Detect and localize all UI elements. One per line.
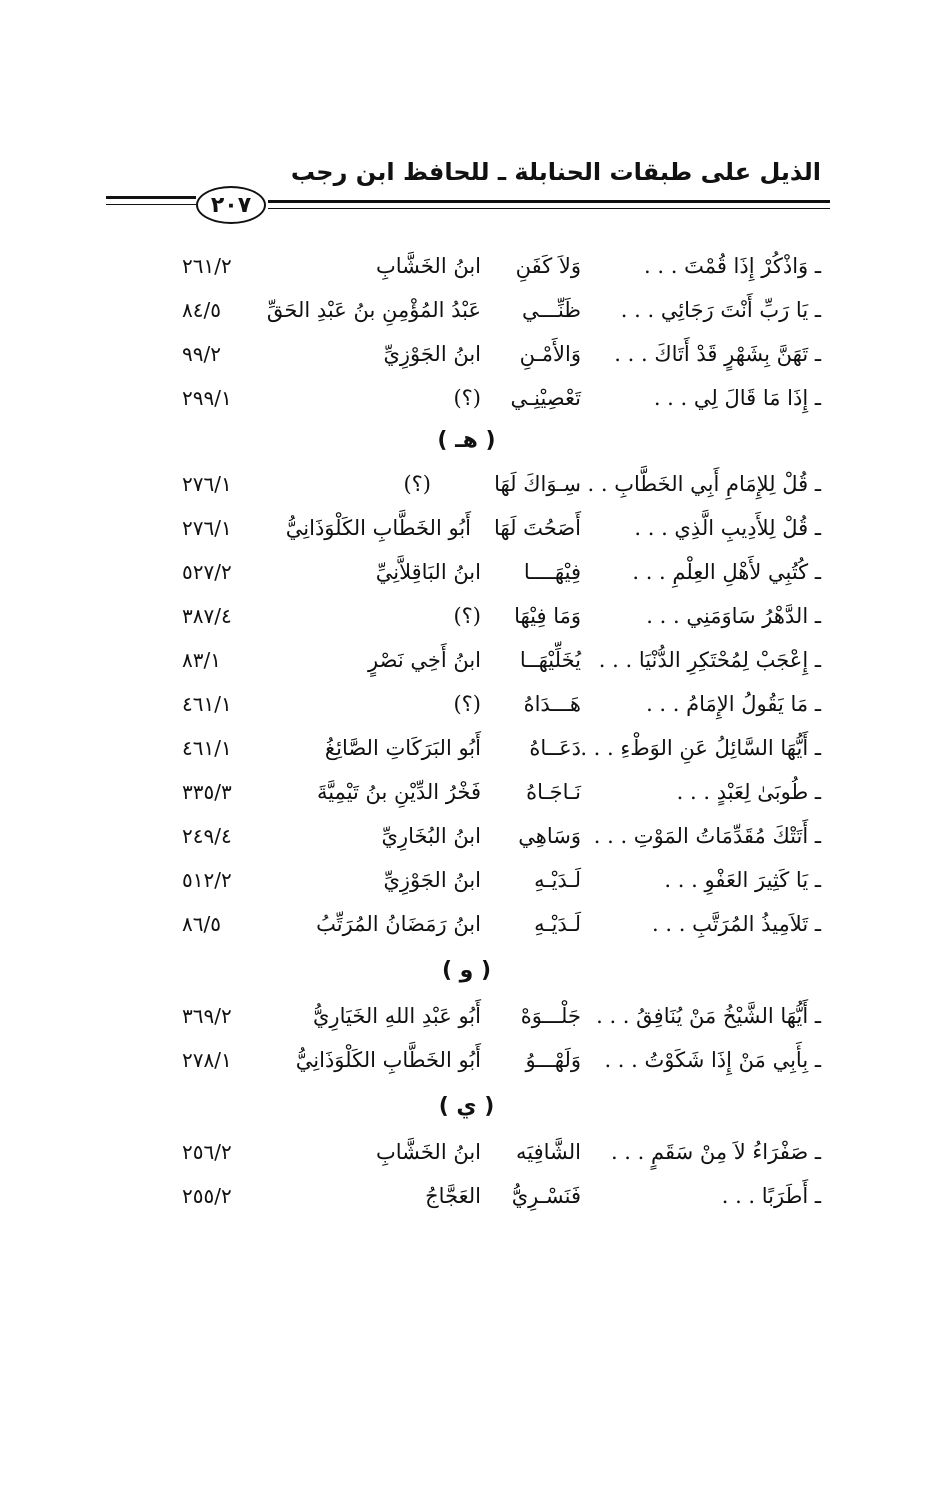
- section-heading: ( و ): [441, 958, 492, 983]
- verse-opening: ـ إِذَا مَا قَالَ لِي . . .: [653, 386, 821, 410]
- poet-name: ابنُ البُخَارِيِّ: [381, 824, 481, 848]
- poet-name: أَبُو الخَطَّابِ الكَلْوَذَانِيُّ: [285, 516, 471, 540]
- volume-page-ref: ٣٨٧/٤: [182, 604, 232, 628]
- verse-opening: ـ تَلاَمِيذُ المُرَتَّبِ . . .: [652, 912, 821, 936]
- verse-opening: ـ إِعْجَبْ لِمُحْتَكِرِ الدُّنْيَا . . .: [598, 648, 821, 672]
- verse-opening: ـ كُتُبِي لأَهْلِ العِلْمِ . . .: [632, 560, 821, 584]
- volume-page-ref: ٨٤/٥: [182, 298, 221, 322]
- verse-opening: ـ طُوبَىٰ لِعَبْدٍ . . .: [676, 780, 821, 804]
- verse-rhyme: نَـاجَـاهُ: [526, 780, 581, 804]
- volume-page-ref: ٢٥٥/٢: [182, 1184, 232, 1208]
- verse-opening: ـ قُلْ لِلأَدِيبِ الَّذِي . . .: [634, 516, 821, 540]
- header-rule-left: [106, 196, 196, 199]
- poet-name: (؟): [403, 472, 431, 496]
- table-row: [0, 692, 933, 732]
- table-row: [0, 912, 933, 952]
- verse-opening: ـ مَا يَقُولُ الإِمَامُ . . .: [646, 692, 821, 716]
- poet-name: ابنُ الخَشَّابِ: [375, 1140, 481, 1164]
- poet-name: ابنُ البَاقِلاَّنِيِّ: [375, 560, 481, 584]
- verse-rhyme: أَصَحُتَ لَهَا: [494, 516, 581, 540]
- table-row: [0, 604, 933, 644]
- verse-opening: ـ أَيُّهَا السَّائِلُ عَنِ الوَطْءِ . . .: [580, 736, 821, 760]
- verse-rhyme: وَمَا فِيْهَا: [514, 604, 581, 628]
- section-heading: ( ي ): [438, 1094, 495, 1119]
- page-number: ٢٠٧: [196, 186, 266, 224]
- table-row: [0, 780, 933, 820]
- poet-name: ابنُ أَخِي نَصْرٍ: [368, 648, 481, 672]
- table-row: [0, 516, 933, 556]
- poet-name: (؟): [453, 692, 481, 716]
- poet-name: أَبُو عَبْدِ اللهِ الخَيَارِيُّ: [313, 1004, 481, 1028]
- verse-opening: ـ قُلْ لِلإِمَامِ أَبِي الخَطَّابِ . . .: [574, 472, 821, 496]
- table-row: [0, 342, 933, 382]
- poet-name: عَبْدُ المُؤْمِنِ بنُ عَبْدِ الحَقِّ: [266, 298, 481, 322]
- volume-page-ref: ٢٧٦/١: [182, 516, 232, 540]
- volume-page-ref: ٢٩٩/١: [182, 386, 232, 410]
- table-row: [0, 1140, 933, 1180]
- verse-rhyme: ظَنِّـــي: [521, 298, 581, 322]
- verse-rhyme: سِـوَاكَ لَهَا: [494, 472, 581, 496]
- verse-rhyme: الشَّافِيَه: [516, 1140, 581, 1164]
- table-row: [0, 560, 933, 600]
- table-row: [0, 1004, 933, 1044]
- verse-rhyme: فَنَسْـرِيُّ: [511, 1184, 581, 1208]
- volume-page-ref: ٢٤٩/٤: [182, 824, 232, 848]
- poet-name: ابنُ الجَوْزِيِّ: [383, 342, 481, 366]
- volume-page-ref: ٣٦٩/٢: [182, 1004, 232, 1028]
- poet-name: أَبُو البَرَكَاتِ الصَّائِغُ: [324, 736, 481, 760]
- table-row: [0, 648, 933, 688]
- verse-rhyme: وَلَهْـــوُ: [525, 1048, 581, 1072]
- table-row: [0, 472, 933, 512]
- volume-page-ref: ٢٧٦/١: [182, 472, 232, 496]
- verse-opening: ـ بِأَبِي مَنْ إِذَا شَكَوْتُ . . .: [604, 1048, 821, 1072]
- running-title: الذيل على طبقات الحنابلة ـ للحافظ ابن رجب: [290, 158, 821, 186]
- verse-rhyme: وَالأَمْـنِ: [519, 342, 581, 366]
- poet-name: ابنُ الخَشَّابِ: [375, 254, 481, 278]
- poet-name: فَخْرُ الدِّيْنِ بنُ تَيْمِيَّةَ: [316, 780, 481, 804]
- table-row: [0, 298, 933, 338]
- volume-page-ref: ٤٦١/١: [182, 692, 232, 716]
- verse-rhyme: فِيْهَــــا: [523, 560, 581, 584]
- header-rule-right-thin: [268, 208, 830, 209]
- volume-page-ref: ٤٦١/١: [182, 736, 232, 760]
- volume-page-ref: ٩٩/٢: [182, 342, 221, 366]
- table-row: [0, 1184, 933, 1224]
- table-row: [0, 1048, 933, 1088]
- volume-page-ref: ٣٣٥/٣: [182, 780, 232, 804]
- header-rule-right: [268, 200, 830, 203]
- volume-page-ref: ٢٦١/٢: [182, 254, 232, 278]
- verse-rhyme: تَعْصِيْنِـي: [510, 386, 581, 410]
- verse-opening: ـ يَا كَثِيرَ العَفْوِ . . .: [664, 868, 821, 892]
- table-row: [0, 736, 933, 776]
- verse-opening: ـ أَيُّهَا الشَّيْخُ مَنْ يُنَافِقُ . . .: [596, 1004, 821, 1028]
- volume-page-ref: ٨٣/١: [182, 648, 221, 672]
- table-row: [0, 824, 933, 864]
- volume-page-ref: ٢٧٨/١: [182, 1048, 232, 1072]
- poet-name: ابنُ الجَوْزِيِّ: [383, 868, 481, 892]
- verse-opening: ـ يَا رَبِّ أَنْتَ رَجَائِي . . .: [620, 298, 821, 322]
- verse-rhyme: يُخَلِّيْهَــا: [519, 648, 581, 672]
- verse-rhyme: لَـدَيْـهِ: [534, 912, 581, 936]
- verse-opening: ـ وَاذْكُرْ إِذَا قُمْتَ . . .: [644, 254, 821, 278]
- volume-page-ref: ٢٥٦/٢: [182, 1140, 232, 1164]
- verse-rhyme: وَلاَ كَفَنِ: [515, 254, 581, 278]
- volume-page-ref: ٨٦/٥: [182, 912, 221, 936]
- poet-name: أَبُو الخَطَّابِ الكَلْوَذَانِيُّ: [295, 1048, 481, 1072]
- section-heading: ( هـ ): [437, 428, 496, 453]
- table-row: [0, 386, 933, 426]
- verse-rhyme: لَـدَيْـهِ: [534, 868, 581, 892]
- verse-opening: ـ الدَّهْرُ سَاوَمَنِي . . .: [646, 604, 821, 628]
- poet-name: العَجَّاجُ: [425, 1184, 481, 1208]
- poet-name: (؟): [453, 386, 481, 410]
- table-row: [0, 254, 933, 294]
- verse-rhyme: جَلْـــوَهْ: [520, 1004, 581, 1028]
- verse-opening: ـ أَطَرَبًا . . .: [721, 1184, 821, 1208]
- poet-name: (؟): [453, 604, 481, 628]
- volume-page-ref: ٥١٢/٢: [182, 868, 232, 892]
- verse-opening: ـ صَفْرَاءُ لاَ مِنْ سَقَمٍ . . .: [610, 1140, 821, 1164]
- verse-rhyme: هَـــدَاهُ: [523, 692, 581, 716]
- header-rule-left-thin: [106, 204, 196, 205]
- verse-rhyme: دَعَــاهُ: [529, 736, 581, 760]
- verse-opening: ـ تَهَنَّ بِشَهْرٍ قَدْ أَتَاكَ . . .: [614, 342, 821, 366]
- poet-name: ابنُ رَمَضَانُ المُرَتِّبُ: [316, 912, 481, 936]
- table-row: [0, 868, 933, 908]
- volume-page-ref: ٥٢٧/٢: [182, 560, 232, 584]
- verse-rhyme: وَسَاهِي: [518, 824, 581, 848]
- verse-opening: ـ أَتَتْكَ مُقَدِّمَاتُ المَوْتِ . . .: [593, 824, 821, 848]
